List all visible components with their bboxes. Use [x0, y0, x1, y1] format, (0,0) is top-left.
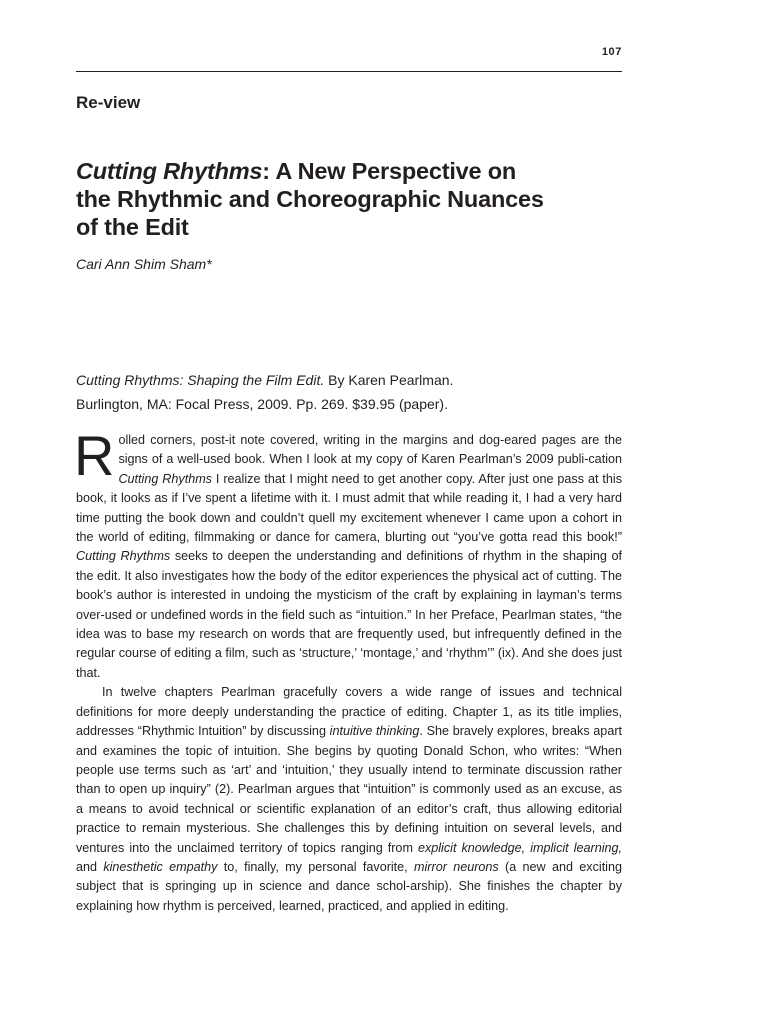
paragraph-2-text-5: (a new and exciting subject that is springing up in science and dance schol-arship). She finishes the chapter by explaining how rhythm is perceived, learned, practiced, and applied in editing. [76, 859, 622, 913]
citation-publication: Burlington, MA: Focal Press, 2009. Pp. 269. $39.95 (paper). [76, 396, 448, 412]
article-title [76, 157, 546, 241]
article-title-italic: Cutting Rhythms [76, 158, 263, 184]
citation-book-author: By Karen Pearlman. [324, 372, 454, 388]
paragraph-2 [76, 683, 622, 916]
article-title-rest: : A New Perspective on the Rhythmic and Choreographic Nuances of the Edit [76, 158, 544, 240]
paragraph-2-italic-4: mirror neurons [414, 859, 499, 874]
paragraph-1-text-3: seeks to deepen the understanding and definitions of rhythm in the shaping of the edit. It also investigates how the body of the editor experiences the physical act of cutting. The book’s author is interested in undoing the mysticism of the craft by explaining in layman’s terms over-used or undefined words in the field such as “intuition.” In her Preface, Pearlman states, “the idea was to base my research on words that are frequently used, but infrequently defined in the regular course of editing a film, such as ‘structure,’ ‘montage,’ and ‘rhythm’” (ix). And she does just that. [76, 549, 622, 680]
citation-book-title: Cutting Rhythms: Shaping the Film Edit. [76, 372, 325, 388]
paragraph-1-text-1: olled corners, post-it note covered, writing in the margins and dog-eared pages are the signs of a well-used book. When I look at my copy of Karen Pearlman’s 2009 publi-cation [118, 433, 622, 467]
citation-line-1 [76, 368, 622, 392]
drop-cap: R [74, 424, 115, 487]
paragraph-1-italic-1: Cutting Rhythms [118, 471, 212, 486]
paragraph-2-text-1: In twelve chapters Pearlman gracefully covers a wide range of issues and technical definitions for more deeply understanding the practice of editing. Chapter 1, as its title implies, addresses “Rhythmic Intuition” by discussing [76, 685, 622, 739]
page-number: 107 [601, 46, 622, 58]
section-heading: Re-view [76, 93, 141, 112]
paragraph-1 [74, 424, 622, 683]
paragraph-2-italic-1: intuitive thinking [329, 724, 420, 739]
paragraph-2-italic-2: explicit knowledge, implicit learning, [417, 840, 622, 855]
paragraph-2-text-2: . She bravely explores, breaks apart and examines the topic of intuition. She begins by quoting Donald Schon, who writes: “When people use terms such as ‘art’ and ‘intuition,’ they usually intend to terminate discussion rather than to open up inquiry” (2). Pearlman argues that “intuition” is commonly used as an excuse, as a means to avoid technical or scientific explanation of an editor’s craft, thus allowing editorial practice to remain mysterious. She challenges this by defining intuition on several levels, and ventures into the unclaimed territory of topics ranging from [76, 724, 623, 855]
article-author: Cari Ann Shim Sham* [76, 256, 212, 272]
paragraph-2-text-4: to, finally, my personal favorite, [217, 859, 415, 874]
header-rule [76, 71, 622, 72]
paragraph-1-italic-2: Cutting Rhythms [76, 549, 171, 564]
paragraph-2-text-3: and [76, 859, 104, 874]
paragraph-2-italic-3: kinesthetic empathy [103, 859, 218, 874]
paragraph-1-text-2: I realize that I might need to get another copy. After just one pass at this book, it looks as if I’ve spent a lifetime with it. I must admit that while reading it, I had a very hard time putting the book down and couldn’t quell my excitement whenever I came upon a cohort in the world of editing, filmmaking or dance for camera, blurting out “you’ve gotta read this book!” [76, 471, 622, 545]
article-body [74, 424, 623, 916]
book-citation [76, 368, 622, 416]
